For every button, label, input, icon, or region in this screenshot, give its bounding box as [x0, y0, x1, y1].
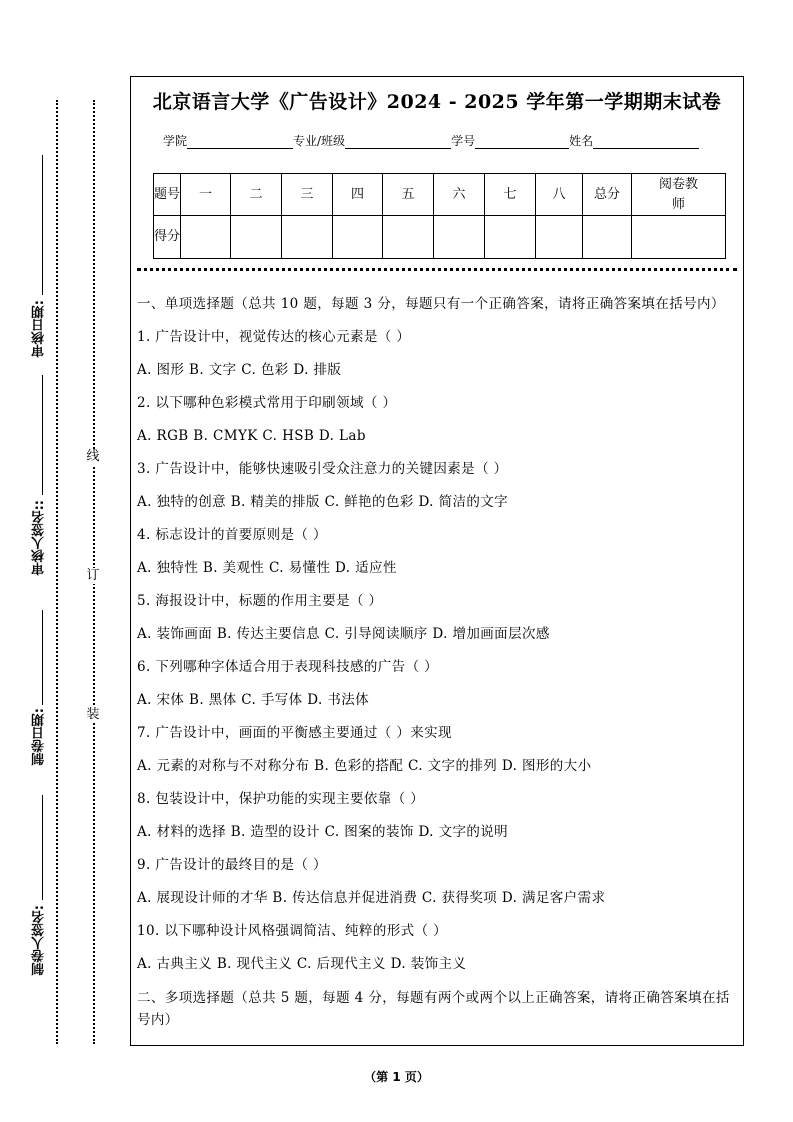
question: 8. 包装设计中，保护功能的实现主要依靠（ ）: [137, 791, 425, 807]
question: 3. 广告设计中，能够快速吸引受众注意力的关键因素是（ ）: [137, 461, 508, 477]
score-header-cell: 二: [231, 174, 282, 216]
score-cell[interactable]: [333, 216, 383, 259]
section2-heading: 二、多项选择题（总共 5 题，每题 4 分，每题有两个或两个以上正确答案，请将正确答案填在括号内）: [137, 990, 730, 1028]
question-options: A. RGB B. CMYK C. HSB D. Lab: [137, 428, 366, 444]
student-id-label: 学号: [451, 134, 476, 148]
made-date-label: 制卷日期:: [32, 708, 47, 766]
name-label: 姓名: [569, 134, 594, 148]
score-cell[interactable]: [434, 216, 485, 259]
student-info-row: [163, 132, 699, 149]
score-header-cell: 七: [485, 174, 536, 216]
score-cell[interactable]: [231, 216, 282, 259]
question-options: A. 宋体 B. 黑体 C. 手写体 D. 书法体: [137, 692, 370, 708]
page-number: （第 1 页）: [364, 1070, 429, 1084]
score-cell[interactable]: [583, 216, 632, 259]
question: 6. 下列哪种字体适合用于表现科技感的广告（ ）: [137, 659, 439, 675]
question: 7. 广告设计中，画面的平衡感主要通过（ ）来实现: [137, 725, 452, 741]
score-cell[interactable]: [383, 216, 434, 259]
question: 2. 以下哪种色彩模式常用于印刷领域（ ）: [137, 395, 397, 411]
left-dotted-line: [56, 100, 58, 1044]
binding-char-ding: 订: [86, 568, 100, 583]
made-date-line: [42, 610, 43, 705]
section-divider: [137, 268, 737, 271]
question-options: A. 展现设计师的才华 B. 传达信息并促进消费 C. 获得奖项 D. 满足客户需求: [137, 890, 606, 906]
score-row-label: 得分: [154, 216, 181, 259]
score-cell[interactable]: [282, 216, 333, 259]
question-options: A. 独特的创意 B. 精美的排版 C. 鲜艳的色彩 D. 简洁的文字: [137, 494, 509, 510]
score-cell[interactable]: [632, 216, 726, 259]
college-label: 学院: [163, 134, 188, 148]
review-date-label: 审核日期:: [32, 300, 47, 358]
section1-heading: 一、单项选择题（总共 10 题，每题 3 分，每题只有一个正确答案，请将正确答案填在括号内）: [137, 296, 725, 312]
score-cell[interactable]: [485, 216, 536, 259]
score-header-cell: 八: [536, 174, 583, 216]
score-header-cell: 三: [282, 174, 333, 216]
student-id-field[interactable]: [475, 136, 569, 149]
score-cell[interactable]: [536, 216, 583, 259]
maker-sign-label: 制卷人签名:: [32, 905, 47, 976]
question-content: [137, 293, 737, 1031]
question-options: A. 装饰画面 B. 传达主要信息 C. 引导阅读顺序 D. 增加画面层次感: [137, 626, 550, 642]
exam-title: 北京语言大学《广告设计》2024 - 2025 学年第一学期期末试卷: [152, 91, 722, 113]
question-options: A. 图形 B. 文字 C. 色彩 D. 排版: [137, 362, 342, 378]
maker-sign-line: [42, 795, 43, 900]
score-header-cell: 四: [333, 174, 383, 216]
question-options: A. 材料的选择 B. 造型的设计 C. 图案的装饰 D. 文字的说明: [137, 824, 509, 840]
score-header-cell: 阅卷教师: [632, 174, 726, 216]
major-class-field[interactable]: [345, 136, 451, 149]
college-field[interactable]: [187, 136, 293, 149]
score-cell[interactable]: [181, 216, 231, 259]
score-table: [153, 173, 726, 259]
binding-char-line: 线: [86, 449, 100, 464]
question: 4. 标志设计的首要原则是（ ）: [137, 527, 327, 543]
exam-page: [130, 76, 744, 1046]
score-header-cell: 五: [383, 174, 434, 216]
major-class-label: 专业/班级: [293, 134, 346, 148]
binding-char-zhuang: 装: [86, 707, 100, 722]
question-options: A. 独特性 B. 美观性 C. 易懂性 D. 适应性: [137, 560, 397, 576]
score-header-cell: 一: [181, 174, 231, 216]
review-date-line: [42, 155, 43, 295]
score-header-cell: 总分: [583, 174, 632, 216]
question-options: A. 古典主义 B. 现代主义 C. 后现代主义 D. 装饰主义: [137, 956, 467, 972]
reviewer-sign-line: [42, 375, 43, 495]
question: 9. 广告设计的最终目的是（ ）: [137, 857, 327, 873]
reviewer-sign-label: 审核人签名::: [32, 500, 47, 576]
score-header-cell: 六: [434, 174, 485, 216]
question: 5. 海报设计中，标题的作用主要是（ ）: [137, 593, 383, 609]
name-field[interactable]: [593, 136, 699, 149]
question-options: A. 元素的对称与不对称分布 B. 色彩的搭配 C. 文字的排列 D. 图形的大小: [137, 758, 592, 774]
score-header-cell: 题号: [154, 174, 181, 216]
question: 10. 以下哪种设计风格强调简洁、纯粹的形式（ ）: [137, 923, 448, 939]
question: 1. 广告设计中，视觉传达的核心元素是（ ）: [137, 329, 411, 345]
